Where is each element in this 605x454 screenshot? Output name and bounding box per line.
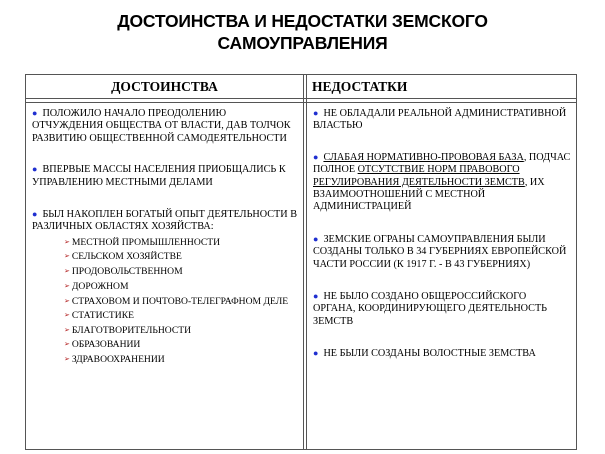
sub-item-text: ЗДРАВООХРАНЕНИИ bbox=[71, 354, 165, 365]
disadvantage-text: , ПОДЧАС ПОЛНОЕ bbox=[313, 151, 571, 176]
list-item bbox=[32, 338, 298, 353]
red-arrow-bullet-icon: ➢ bbox=[64, 281, 70, 290]
red-arrow-bullet-icon: ➢ bbox=[64, 267, 70, 276]
advantage-text: ПОЛОЖИЛО НАЧАЛО ПРЕОДОЛЕНИЮ ОТЧУЖДЕНИЯ ОБЩЕСТВА ОТ ВЛАСТИ, ДАВ ТОЛЧОК РАЗВИТИЮ ОБЩЕСТВЕННОЙ САМОДЕЯТЕЛЬНОСТИ bbox=[32, 108, 291, 144]
title-line-2: САМОУПРАВЛЕНИЯ bbox=[217, 33, 388, 53]
comparison-table bbox=[25, 74, 577, 450]
column-divider bbox=[303, 75, 304, 449]
header-disadvantages: НЕДОСТАТКИ bbox=[312, 79, 408, 94]
list-item bbox=[32, 265, 298, 280]
disadvantage-item bbox=[313, 347, 571, 360]
sub-item-text: БЛАГОТВОРИТЕЛЬНОСТИ bbox=[71, 324, 192, 336]
list-item bbox=[32, 309, 298, 324]
advantage-text: БЫЛ НАКОПЛЕН БОГАТЫЙ ОПЫТ ДЕЯТЕЛЬНОСТИ В РАЗЛИЧНЫХ ОБЛАСТЯХ ХОЗЯЙСТВА: bbox=[32, 209, 297, 233]
red-arrow-bullet-icon: ➢ bbox=[64, 297, 70, 306]
sub-item-text: ДОРОЖНОМ bbox=[71, 280, 129, 292]
list-item bbox=[32, 280, 298, 295]
list-item bbox=[32, 250, 298, 265]
disadvantage-item bbox=[313, 290, 571, 328]
advantage-item bbox=[32, 163, 298, 189]
header-advantages: ДОСТОИНСТВА bbox=[111, 79, 218, 94]
disadvantage-text: , ИХ ВЗАИМООТНОШЕНИЙ С МЕСТНОЙ АДМИНИСТРАЦИЕЙ bbox=[313, 176, 545, 213]
sub-item-text: СТАТИСТИКЕ bbox=[71, 310, 134, 322]
sub-item-text: СЕЛЬСКОМ ХОЗЯЙСТВЕ bbox=[71, 251, 182, 263]
red-arrow-bullet-icon: ➢ bbox=[64, 355, 70, 363]
header-divider bbox=[26, 98, 576, 99]
header-divider-inner bbox=[26, 102, 576, 103]
disadvantage-item bbox=[313, 151, 571, 214]
disadvantage-item bbox=[313, 233, 571, 271]
list-item bbox=[32, 353, 298, 368]
list-item bbox=[32, 324, 298, 339]
red-arrow-bullet-icon: ➢ bbox=[64, 340, 70, 349]
sub-item-text: ОБРАЗОВАНИИ bbox=[71, 339, 141, 351]
disadvantage-text-underlined: ОТСУТСТВИЕ НОРМ ПРАВОВОГО РЕГУЛИРОВАНИЯ ДЕЯТЕЛЬНОСТИ ЗЕМСТВ bbox=[313, 164, 525, 188]
disadvantage-text: НЕ ОБЛАДАЛИ РЕАЛЬНОЙ АДМИНИСТРАТИВНОЙ ВЛАСТЬЮ bbox=[313, 108, 567, 132]
list-item bbox=[32, 236, 298, 251]
blue-dot-bullet-icon: ● bbox=[313, 233, 319, 244]
disadvantage-item bbox=[313, 107, 571, 133]
disadvantage-text: НЕ БЫЛИ СОЗДАНЫ ВОЛОСТНЫЕ ЗЕМСТВА bbox=[323, 348, 536, 360]
red-arrow-bullet-icon: ➢ bbox=[64, 311, 70, 320]
disadvantage-text-underlined: СЛАБАЯ НОРМАТИВНО-ПРОВОВАЯ БАЗА bbox=[323, 151, 524, 163]
sub-item-text: ПРОДОВОЛЬСТВЕННОМ bbox=[71, 266, 183, 278]
blue-dot-bullet-icon: ● bbox=[32, 108, 38, 118]
list-item bbox=[32, 294, 298, 309]
blue-dot-bullet-icon: ● bbox=[313, 151, 319, 162]
blue-dot-bullet-icon: ● bbox=[313, 291, 319, 302]
disadvantages-column bbox=[313, 105, 571, 361]
sub-item-text: МЕСТНОЙ ПРОМЫШЛЕННОСТИ bbox=[71, 236, 221, 248]
blue-dot-bullet-icon: ● bbox=[313, 348, 319, 359]
column-divider-inner bbox=[306, 75, 307, 449]
advantages-column bbox=[32, 105, 298, 368]
red-arrow-bullet-icon: ➢ bbox=[64, 325, 70, 334]
blue-dot-bullet-icon: ● bbox=[32, 164, 38, 175]
page-title bbox=[0, 10, 605, 54]
title-line-1: ДОСТОИНСТВА И НЕДОСТАТКИ ЗЕМСКОГО bbox=[117, 11, 488, 31]
blue-dot-bullet-icon: ● bbox=[32, 209, 38, 220]
red-arrow-bullet-icon: ➢ bbox=[64, 252, 70, 261]
advantage-item bbox=[32, 208, 298, 234]
sub-item-text: СТРАХОВОМ И ПОЧТОВО-ТЕЛЕГРАФНОМ ДЕЛЕ bbox=[71, 296, 289, 308]
sub-list bbox=[32, 236, 298, 368]
red-arrow-bullet-icon: ➢ bbox=[64, 237, 70, 246]
blue-dot-bullet-icon: ● bbox=[313, 108, 319, 118]
advantage-item bbox=[32, 107, 298, 145]
disadvantage-text: НЕ БЫЛО СОЗДАНО ОБЩЕРОССИЙСКОГО ОРГАНА, КООРДИНИРУЮЩЕГО ДЕЯТЕЛЬНОСТЬ ЗЕМСТВ bbox=[313, 291, 548, 327]
disadvantage-text: ЗЕМСКИЕ ОГРАНЫ САМОУПРАВЛЕНИЯ БЫЛИ СОЗДАНЫ ТОЛЬКО В 34 ГУБЕРНИЯХ ЕВРОПЕЙСКОЙ ЧАСТИ РОССИИ (К 1917 Г. - В 43 ГУБЕРНИЯХ) bbox=[313, 233, 567, 270]
advantage-text: ВПЕРВЫЕ МАССЫ НАСЕЛЕНИЯ ПРИОБЩАЛИСЬ К УПРАВЛЕНИЮ МЕСТНЫМИ ДЕЛАМИ bbox=[32, 164, 286, 188]
